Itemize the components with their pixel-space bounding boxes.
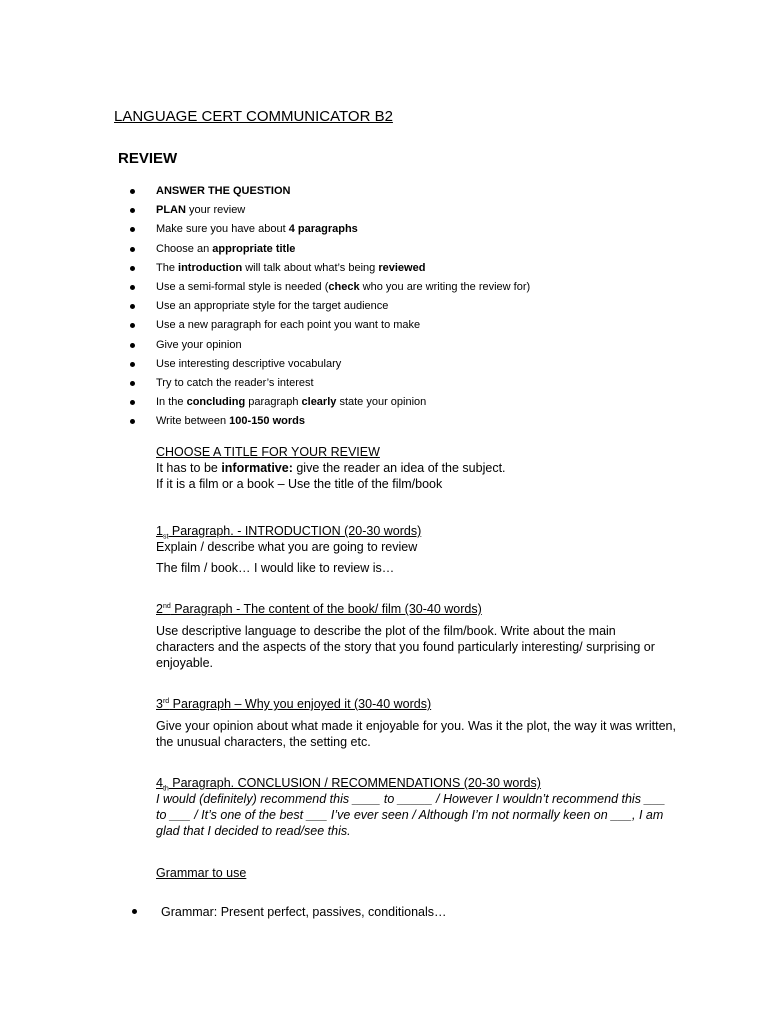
bullet-icon: [130, 400, 135, 405]
checklist-item: Make sure you have about 4 paragraphs: [128, 222, 530, 241]
paragraph-4-body: I would (definitely) recommend this ____ to _____ / However I wouldn’t recommend this ___ to ___ / It’s one of the best ___ I’ve ever seen / Although I’m not normally keen on ___, I am glad that I decided to read/see this.: [156, 792, 666, 838]
checklist-item: The introduction will talk about what’s being reviewed: [128, 261, 530, 280]
checklist-item: In the concluding paragraph clearly state your opinion: [128, 395, 530, 414]
bullet-icon: [130, 419, 135, 424]
checklist-item: Choose an appropriate title: [128, 242, 530, 261]
paragraph-2-section: [156, 601, 676, 671]
title-section: [156, 444, 676, 492]
bullet-icon: [130, 285, 135, 290]
bullet-icon: [130, 343, 135, 348]
checklist-item: PLAN your review: [128, 203, 530, 222]
paragraph-1-line-2: The film / book… I would like to review is…: [156, 561, 395, 575]
grammar-section: [156, 865, 676, 881]
bullet-icon: [130, 266, 135, 271]
grammar-heading: Grammar to use: [156, 866, 247, 880]
checklist-item: Use a new paragraph for each point you want to make: [128, 318, 530, 337]
paragraph-3-heading: 3rd Paragraph – Why you enjoyed it (30-40 words): [156, 697, 432, 711]
bullet-icon: [130, 208, 135, 213]
paragraph-4-section: [156, 775, 676, 839]
bullet-icon: [130, 381, 135, 386]
bullet-icon: [130, 189, 135, 194]
review-checklist: [128, 184, 530, 433]
document-title: LANGUAGE CERT COMMUNICATOR B2: [114, 108, 393, 125]
paragraph-1-heading: $1_{st}$ Paragraph. - INTRODUCTION (20-30 words): [156, 524, 422, 541]
title-section-heading: CHOOSE A TITLE FOR YOUR REVIEW: [156, 445, 380, 459]
title-section-line-1: It has to be informative: give the reader an idea of the subject.: [156, 461, 506, 475]
paragraph-1-section: [156, 523, 676, 576]
paragraph-3-section: [156, 696, 676, 750]
grammar-item: Grammar: Present perfect, passives, conditionals…: [128, 904, 447, 920]
checklist-item: Try to catch the reader’s interest: [128, 376, 530, 395]
paragraph-4-heading: $4_{th}$ Paragraph. CONCLUSION / RECOMMENDATIONS (20-30 words): [156, 776, 541, 793]
bullet-icon: [132, 909, 137, 914]
paragraph-3-body: Give your opinion about what made it enjoyable for you. Was it the plot, the way it was written, the unusual characters, the setting etc.: [156, 719, 676, 749]
paragraph-2-body: Use descriptive language to describe the plot of the film/book. Write about the main characters and the aspects of the story that you found particularly interesting/ surprising or enjoyable.: [156, 624, 655, 670]
checklist-item: Use an appropriate style for the target audience: [128, 299, 530, 318]
bullet-icon: [130, 247, 135, 252]
checklist-item: Write between 100-150 words: [128, 414, 530, 433]
paragraph-1-line-1: Explain / describe what you are going to review: [156, 540, 418, 554]
bullet-icon: [130, 323, 135, 328]
section-heading-review: REVIEW: [118, 150, 178, 167]
checklist-item: Give your opinion: [128, 338, 530, 357]
checklist-item: Use interesting descriptive vocabulary: [128, 357, 530, 376]
paragraph-2-heading: 2nd Paragraph - The content of the book/ film (30-40 words): [156, 602, 482, 616]
checklist-item: ANSWER THE QUESTION: [128, 184, 530, 203]
bullet-icon: [130, 362, 135, 367]
checklist-item: Use a semi-formal style is needed (check who you are writing the review for): [128, 280, 530, 299]
bullet-icon: [130, 304, 135, 309]
title-section-line-2: If it is a film or a book – Use the title of the film/book: [156, 477, 443, 491]
bullet-icon: [130, 227, 135, 232]
